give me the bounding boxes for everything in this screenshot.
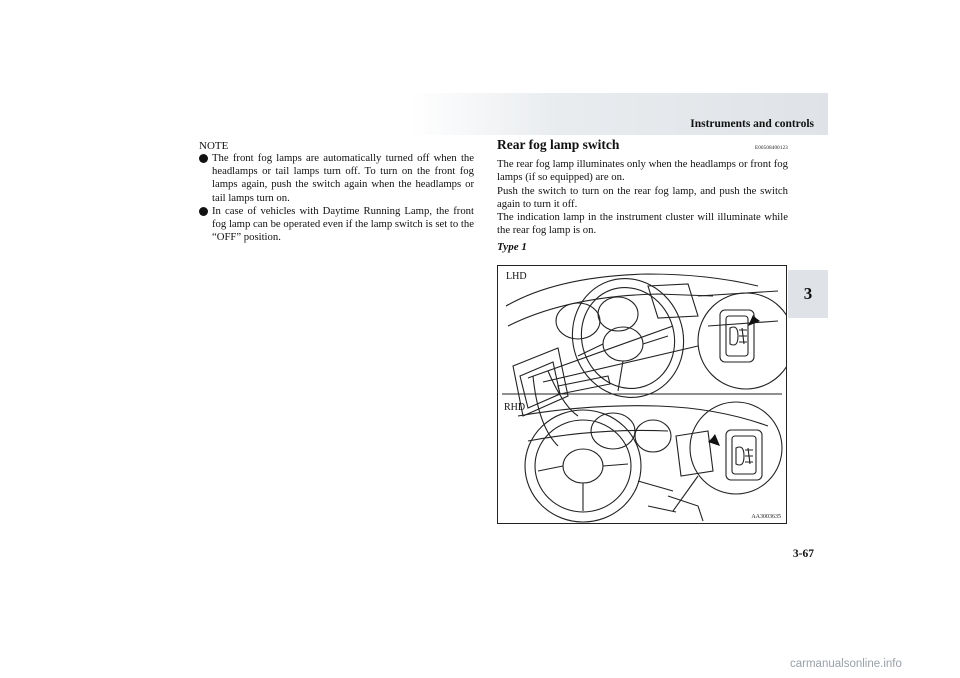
- note-item: [199, 152, 474, 205]
- note-item: [199, 205, 474, 245]
- figure-label-lhd: LHD: [506, 271, 527, 282]
- bullet-icon: [199, 207, 208, 216]
- figure-code: AA3003635: [751, 514, 781, 520]
- fog-switch-illustration: [497, 265, 787, 524]
- rear-fog-section: [497, 138, 788, 255]
- figure-label-rhd: RHD: [504, 402, 526, 413]
- section-code: E00508400123: [755, 146, 788, 151]
- note-item-text: In case of vehicles with Daytime Running Lamp, the front fog lamp can be operated even if the lamp switch is set to the “OFF” position.: [212, 204, 474, 244]
- watermark-link[interactable]: carmanualsonline.info: [790, 658, 902, 670]
- chapter-tab[interactable]: 3: [788, 270, 828, 318]
- section-paragraph: The rear fog lamp illuminates only when the headlamps or front fog lamps (if so equipped) are on.: [497, 158, 788, 184]
- section-heading: [497, 138, 788, 155]
- type-label: Type 1: [497, 241, 527, 254]
- section-title: Rear fog lamp switch: [497, 137, 620, 152]
- bullet-icon: [199, 154, 208, 163]
- page-header-title: Instruments and controls: [690, 118, 814, 130]
- section-paragraph: Push the switch to turn on the rear fog lamp, and push the switch again to turn it off.: [497, 184, 788, 210]
- section-paragraph: The indication lamp in the instrument cluster will illuminate while the rear fog lamp is on.: [497, 211, 788, 237]
- note-block: [199, 140, 474, 244]
- dashboard-drawing: [498, 266, 786, 523]
- page-number: 3-67: [792, 548, 814, 560]
- note-item-text: The front fog lamps are automatically turned off when the headlamps or tail lamps turn off. To turn on the front fog lamps again, push the switch again when the headlamps or tail lamps turn on.: [212, 152, 474, 204]
- note-title: NOTE: [199, 140, 229, 152]
